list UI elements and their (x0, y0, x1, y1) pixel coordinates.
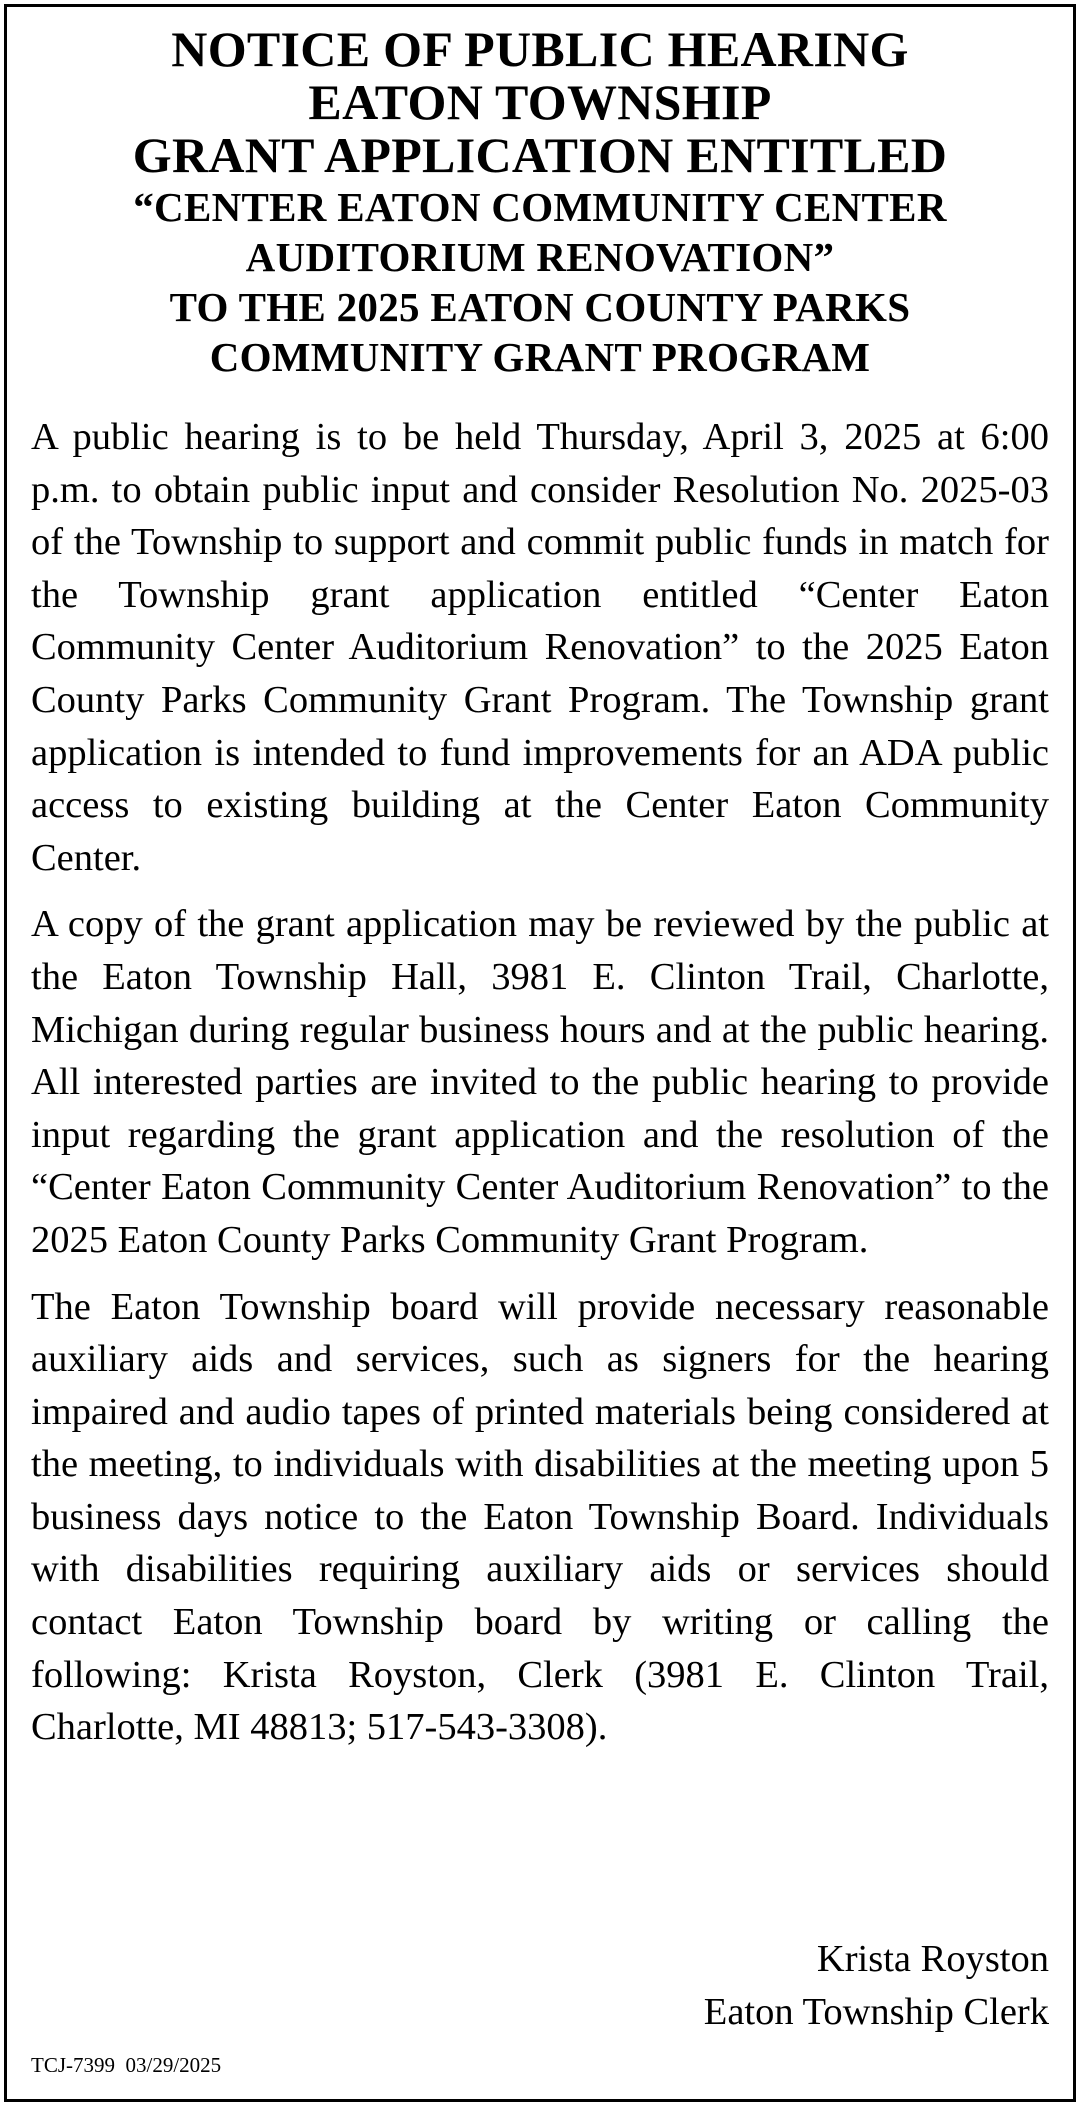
notice-body (31, 411, 1049, 1768)
signature-block (704, 1933, 1049, 2039)
public-notice (4, 4, 1076, 2102)
heading-line-4: “CENTER EATON COMMUNITY CENTER (133, 184, 947, 230)
paragraph-review-application: A copy of the grant application may be reviewed by the public at the Eaton Township Hall, 3981 E. Clinton Trail, Charlotte, Michigan during regular business hours and at the public hearing. All interested parties are invited to the public hearing to provide input regarding the grant application and the resolution of the “Center Eaton Community Center Auditorium Renovation” to the 2025 Eaton County Parks Community Grant Program. (31, 903, 1049, 1261)
signature-name: Krista Royston (816, 1938, 1049, 1980)
paragraph-accessibility: The Eaton Township board will provide necessary reasonable auxiliary aids and services, such as signers for the hearing impaired and audio tapes of printed materials being considered at the meeting, to individuals with disabilities at the meeting upon 5 business days notice to the Eaton Township Board. Individuals with disabilities requiring auxiliary aids or services should contact Eaton Township board by writing or calling the following: Krista Royston, Clerk (3981 E. Clinton Trail, Charlotte, MI 48813; 517-543-3308). (31, 1285, 1049, 1749)
notice-heading (7, 7, 1073, 382)
signature-title: Eaton Township Clerk (703, 1991, 1049, 2033)
publication-footer (31, 2053, 221, 2077)
heading-line-1: NOTICE OF PUBLIC HEARING (171, 21, 909, 77)
heading-line-7: COMMUNITY GRANT PROGRAM (209, 334, 871, 380)
heading-line-3: GRANT APPLICATION ENTITLED (132, 127, 948, 183)
publication-date: 03/29/2025 (125, 2053, 222, 2077)
paragraph-hearing-details: A public hearing is to be held Thursday, April 3, 2025 at 6:00 p.m. to obtain public input and consider Resolution No. 2025-03 of the Township to support and commit public funds in match for the Township grant application entitled “Center Eaton Community Center Auditorium Renovation” to the 2025 Eaton County Parks Community Grant Program. The Township grant application is intended to fund improvements for an ADA public access to existing building at the Center Eaton Community Center. (31, 416, 1049, 879)
heading-line-5: AUDITORIUM RENOVATION” (245, 234, 835, 280)
publication-code: TCJ-7399 (31, 2053, 115, 2077)
heading-line-2: EATON TOWNSHIP (308, 74, 772, 130)
heading-line-6: TO THE 2025 EATON COUNTY PARKS (169, 284, 911, 330)
